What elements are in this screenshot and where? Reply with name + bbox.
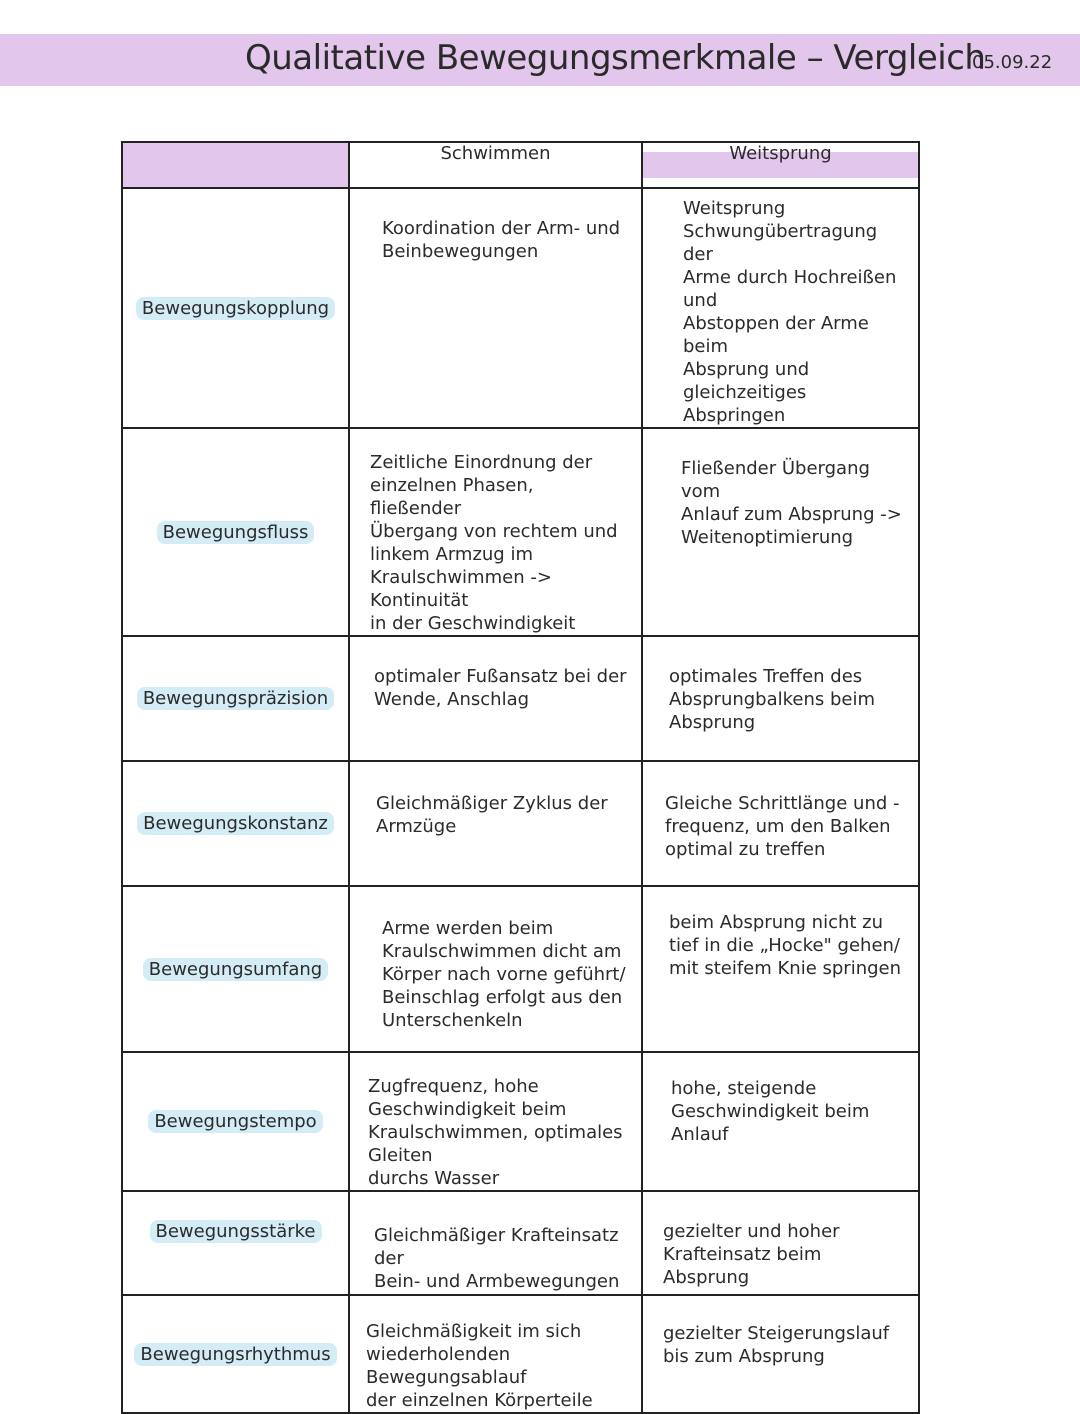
row-label: Bewegungskopplung — [136, 297, 335, 320]
row-label: Bewegungskonstanz — [137, 812, 334, 835]
weitsprung-cell: hohe, steigende Geschwindigkeit beim Anlauf — [671, 1078, 870, 1145]
table-row — [122, 428, 919, 636]
schwimmen-cell: Zeitliche Einordnung der einzelnen Phasen, fließender Übergang von rechtem und linkem Armzug im Kraulschwimmen -> Kontinuität in der Geschwindigkeit — [370, 452, 618, 634]
table-row — [122, 1295, 919, 1413]
schwimmen-cell: optimaler Fußansatz bei der Wende, Anschlag — [374, 666, 627, 710]
schwimmen-cell: Koordination der Arm- und Beinbewegungen — [382, 218, 621, 262]
schwimmen-cell: Zugfrequenz, hohe Geschwindigkeit beim Kraulschwimmen, optimales Gleiten durchs Wasser — [368, 1076, 623, 1189]
table-row — [122, 761, 919, 886]
row-label: Bewegungsstärke — [150, 1220, 322, 1243]
header-weitsprung: Weitsprung — [642, 142, 919, 188]
weitsprung-cell: Fließender Übergang vom Anlauf zum Absprung -> Weitenoptimierung — [681, 458, 902, 548]
row-label: Bewegungspräzision — [137, 687, 334, 710]
row-label: Bewegungstempo — [148, 1110, 322, 1133]
table-row — [122, 636, 919, 761]
weitsprung-cell: Weitsprung Schwungübertragung der Arme durch Hochreißen und Abstoppen der Arme beim Absprung und gleichzeitiges Abspringen — [683, 198, 897, 426]
table-row — [122, 1052, 919, 1191]
schwimmen-cell: Gleichmäßiger Zyklus der Armzüge — [376, 793, 608, 837]
weitsprung-cell: Gleiche Schrittlänge und - frequenz, um den Balken optimal zu treffen — [665, 793, 900, 860]
comparison-table — [121, 141, 920, 1414]
page-title: Qualitative Bewegungsmerkmale – Vergleich — [245, 38, 986, 78]
schwimmen-cell: Gleichmäßigkeit im sich wiederholenden Bewegungsablauf der einzelnen Körperteile — [366, 1321, 593, 1411]
schwimmen-cell: Arme werden beim Kraulschwimmen dicht am Körper nach vorne geführt/ Beinschlag erfolgt aus den Unterschenkeln — [382, 918, 626, 1031]
table-row — [122, 188, 919, 428]
table-row — [122, 886, 919, 1052]
date: 05.09.22 — [972, 52, 1053, 73]
header-row — [122, 142, 919, 188]
header-schwimmen: Schwimmen — [349, 142, 642, 188]
weitsprung-cell: beim Absprung nicht zu tief in die „Hocke" gehen/ mit steifem Knie springen — [669, 912, 902, 979]
table-row — [122, 1191, 919, 1295]
row-label: Bewegungsrhythmus — [134, 1343, 336, 1366]
row-label: Bewegungsumfang — [143, 958, 328, 981]
weitsprung-cell: gezielter und hoher Krafteinsatz beim Absprung — [663, 1221, 840, 1288]
header-blank — [122, 142, 349, 188]
weitsprung-cell: optimales Treffen des Absprungbalkens beim Absprung — [669, 666, 876, 733]
schwimmen-cell: Gleichmäßiger Krafteinsatz der Bein- und Armbewegungen — [374, 1225, 620, 1292]
weitsprung-cell: gezielter Steigerungslauf bis zum Absprung — [663, 1323, 890, 1367]
row-label: Bewegungsfluss — [157, 521, 315, 544]
